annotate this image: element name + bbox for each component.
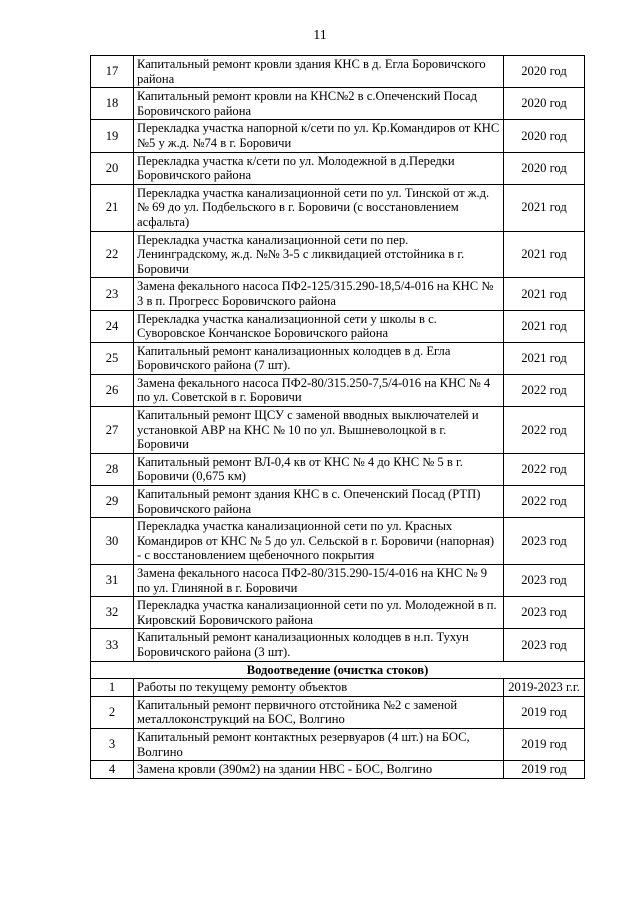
row-year: 2023 год [504,597,585,629]
table-row [91,761,585,779]
row-description: Замена фекального насоса ПФ2-80/315.250-7,5/4-016 на КНС № 4 по ул. Советской в г. Боровичи [134,374,504,406]
row-year: 2022 год [504,407,585,454]
row-description: Перекладка участка канализационной сети по ул. Молодежной в п. Кировский Боровичского района [134,597,504,629]
row-number: 27 [91,407,134,454]
row-year: 2022 год [504,453,585,485]
row-number: 18 [91,88,134,120]
row-description: Работы по текущему ремонту объектов [134,679,504,697]
row-description: Капитальный ремонт здания КНС в с. Опеченский Посад (РТП) Боровичского района [134,486,504,518]
row-number: 28 [91,453,134,485]
table-row [91,629,585,661]
row-number: 32 [91,597,134,629]
row-number: 30 [91,518,134,565]
row-number: 25 [91,342,134,374]
row-year: 2020 год [504,88,585,120]
row-number: 24 [91,310,134,342]
row-number: 20 [91,152,134,184]
row-description: Капитальный ремонт канализационных колодцев в д. Егла Боровичского района (7 шт). [134,342,504,374]
row-year: 2021 год [504,231,585,278]
row-number: 31 [91,565,134,597]
row-number: 3 [91,728,134,760]
row-description: Капитальный ремонт ЩСУ с заменой вводных выключателей и установкой АВР на КНС № 10 по ул. Вышневолоцкой в г. Боровичи [134,407,504,454]
table-row [91,565,585,597]
row-description: Капитальный ремонт кровли на КНС№2 в с.Опеченский Посад Боровичского района [134,88,504,120]
table-row [91,342,585,374]
row-number: 19 [91,120,134,152]
row-number: 26 [91,374,134,406]
row-description: Капитальный ремонт канализационных колодцев в н.п. Тухун Боровичского района (3 шт). [134,629,504,661]
row-description: Капитальный ремонт ВЛ-0,4 кв от КНС № 4 до КНС № 5 в г. Боровичи (0,675 км) [134,453,504,485]
row-number: 2 [91,696,134,728]
row-description: Перекладка участка канализационной сети по пер. Ленинградскому, ж.д. №№ 3-5 с ликвидацией отстойника в г. Боровичи [134,231,504,278]
table-row [91,184,585,231]
table-row [91,56,585,88]
row-year: 2021 год [504,184,585,231]
works-table [90,55,585,779]
section-header-row [91,661,585,679]
row-year: 2019-2023 г.г. [504,679,585,697]
row-description: Перекладка участка канализационной сети у школы в с. Суворовское Кончанское Боровичского района [134,310,504,342]
row-year: 2019 год [504,696,585,728]
row-year: 2021 год [504,278,585,310]
row-year: 2021 год [504,310,585,342]
row-number: 22 [91,231,134,278]
row-year: 2021 год [504,342,585,374]
table-row [91,696,585,728]
page-number: 11 [313,28,327,43]
table-row [91,152,585,184]
table-row [91,120,585,152]
row-number: 1 [91,679,134,697]
row-year: 2023 год [504,629,585,661]
table-row [91,310,585,342]
table-row [91,597,585,629]
row-number: 29 [91,486,134,518]
row-number: 23 [91,278,134,310]
table-row [91,518,585,565]
row-year: 2020 год [504,152,585,184]
row-year: 2022 год [504,374,585,406]
row-description: Перекладка участка напорной к/сети по ул. Кр.Командиров от КНС №5 у ж.д. №74 в г. Боровичи [134,120,504,152]
table-row [91,486,585,518]
row-number: 4 [91,761,134,779]
table-row [91,88,585,120]
table-row [91,407,585,454]
row-number: 17 [91,56,134,88]
works-table-body [91,56,585,779]
row-year: 2023 год [504,518,585,565]
section-title: Водоотведение (очистка стоков) [91,661,585,679]
table-row [91,278,585,310]
row-year: 2020 год [504,56,585,88]
table-row [91,679,585,697]
row-number: 21 [91,184,134,231]
row-year: 2019 год [504,728,585,760]
row-description: Капитальный ремонт контактных резервуаров (4 шт.) на БОС, Волгино [134,728,504,760]
row-description: Замена фекального насоса ПФ2-80/315.290-15/4-016 на КНС № 9 по ул. Глиняной в г. Боровичи [134,565,504,597]
row-description: Капитальный ремонт кровли здания КНС в д. Егла Боровичского района [134,56,504,88]
row-description: Перекладка участка канализационной сети по ул. Тинской от ж.д. № 69 до ул. Подбельского в г. Боровичи (с восстановлением асфальта) [134,184,504,231]
row-year: 2023 год [504,565,585,597]
table-row [91,374,585,406]
row-year: 2020 год [504,120,585,152]
row-description: Замена кровли (390м2) на здании НВС - БОС, Волгино [134,761,504,779]
table-row [91,231,585,278]
row-description: Перекладка участка канализационной сети по ул. Красных Командиров от КНС № 5 до ул. Сельской в г. Боровичи (напорная) - с восстановлением щебеночного покрытия [134,518,504,565]
row-description: Замена фекального насоса ПФ2-125/315.290-18,5/4-016 на КНС № 3 в п. Прогресс Боровичского района [134,278,504,310]
row-year: 2019 год [504,761,585,779]
row-year: 2022 год [504,486,585,518]
row-number: 33 [91,629,134,661]
row-description: Перекладка участка к/сети по ул. Молодежной в д.Передки Боровичского района [134,152,504,184]
row-description: Капитальный ремонт первичного отстойника №2 с заменой металлоконструкций на БОС, Волгино [134,696,504,728]
table-row [91,728,585,760]
table-row [91,453,585,485]
